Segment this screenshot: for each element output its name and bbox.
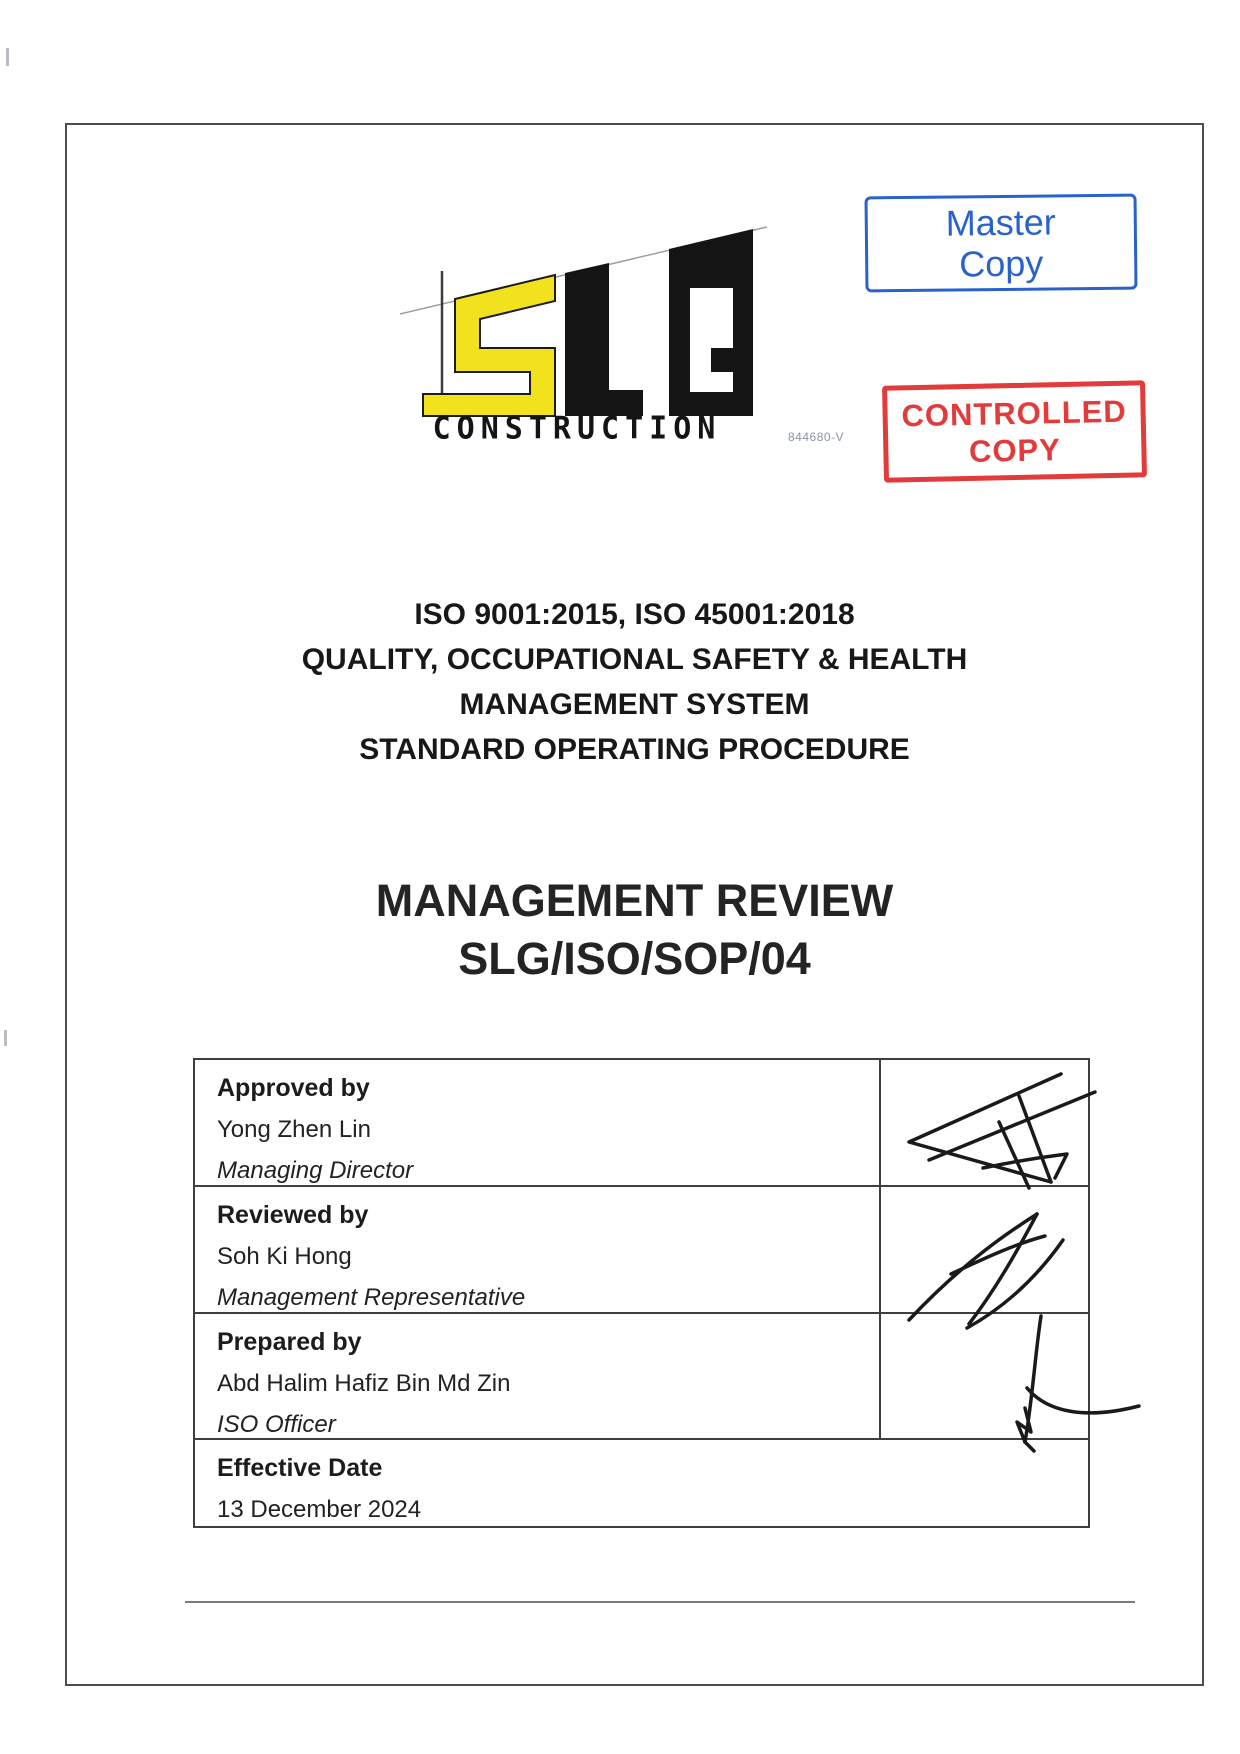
controlled-copy-stamp-line1: CONTROLLED bbox=[901, 393, 1128, 433]
standards-line-management: MANAGEMENT SYSTEM bbox=[459, 688, 810, 721]
slg-logo-icon bbox=[385, 226, 775, 412]
row-label: Effective Date bbox=[217, 1454, 383, 1482]
row-role: ISO Officer bbox=[217, 1411, 336, 1438]
controlled-copy-stamp bbox=[882, 380, 1147, 482]
standards-line-sop: STANDARD OPERATING PROCEDURE bbox=[359, 733, 910, 766]
document-title bbox=[65, 872, 1204, 988]
master-copy-stamp bbox=[865, 194, 1138, 293]
master-copy-stamp-line1: Master bbox=[945, 201, 1057, 244]
standards-line-iso: ISO 9001:2015, ISO 45001:2018 bbox=[414, 598, 855, 631]
row-name: Yong Zhen Lin bbox=[217, 1116, 371, 1143]
row-label: Prepared by bbox=[217, 1328, 362, 1356]
signature-prepared bbox=[955, 1310, 1145, 1455]
signature-approved bbox=[871, 1062, 1101, 1194]
standards-line-quality: QUALITY, OCCUPATIONAL SAFETY & HEALTH bbox=[301, 643, 968, 676]
scan-artifact bbox=[6, 48, 9, 66]
approval-table bbox=[193, 1058, 1090, 1528]
document-title-code: SLG/ISO/SOP/04 bbox=[458, 933, 811, 984]
row-name: Soh Ki Hong bbox=[217, 1243, 352, 1270]
row-role: Managing Director bbox=[217, 1157, 414, 1184]
controlled-copy-stamp-line2: COPY bbox=[968, 431, 1062, 469]
footer-rule bbox=[185, 1601, 1135, 1603]
logo-company-name: CONSTRUCTION bbox=[432, 410, 722, 447]
standards-title-block bbox=[65, 592, 1204, 772]
logo-registration-number: 844680-V bbox=[788, 430, 845, 444]
row-role: Management Representative bbox=[217, 1284, 526, 1311]
master-copy-stamp-line2: Copy bbox=[958, 242, 1044, 285]
scan-artifact bbox=[4, 1030, 7, 1046]
row-name: 13 December 2024 bbox=[217, 1496, 422, 1523]
document-title-name: MANAGEMENT REVIEW bbox=[375, 875, 894, 926]
row-label: Approved by bbox=[217, 1074, 370, 1102]
row-name: Abd Halim Hafiz Bin Md Zin bbox=[217, 1370, 511, 1397]
row-label: Reviewed by bbox=[217, 1201, 369, 1229]
